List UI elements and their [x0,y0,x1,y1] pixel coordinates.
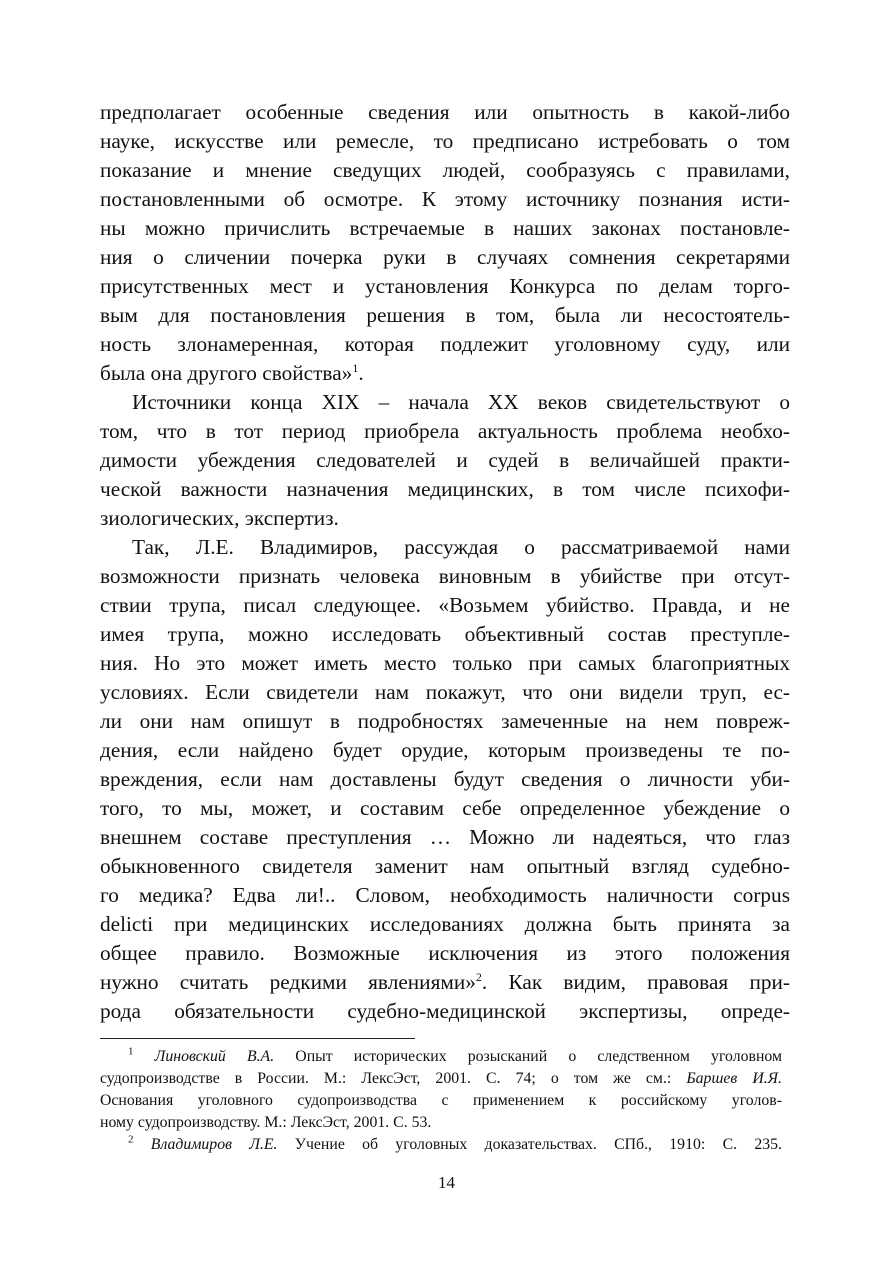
text-line: ческой важности назначения медицинских, в том числе психофи- [100,477,790,501]
text-line: дения, если найдено будет орудие, которым произведены те по- [100,738,790,762]
text-line: ны можно причислить встречаемые в наших законах постановле- [100,216,790,240]
text-line: предполагает особенные сведения или опытность в какой-либо [100,100,790,124]
footnote-1-line [100,1068,782,1090]
paragraph-2 [100,388,790,533]
text-line: внешнем составе преступления … Можно ли надеяться, что глаз [100,825,790,849]
footnote-1-text: судопроизводстве в России. М.: ЛексЭст, 2001. С. 74; о том же см.: [100,1070,687,1087]
text-line: ли они нам опишут в подробностях замеченные на нем повреж- [100,709,790,733]
text-line: го медика? Едва ли!.. Словом, необходимость наличности corpus [100,883,790,907]
footnote-2-number: 2 [128,1134,134,1146]
text-line: обыкновенного свидетеля заменит нам опытный взгляд судебно- [100,854,790,878]
footnote-1-line [100,1046,782,1068]
footnote-1-author-2: Баршев И.Я. [686,1070,782,1087]
text-line: ния. Но это может иметь место только при самых благоприятных [100,651,790,675]
text-line: присутственных мест и установления Конкурса по делам торго- [100,274,790,298]
footnote-ref-1[interactable]: 1 [352,360,359,375]
footnote-2-author: Владимиров Л.Е. [150,1136,278,1153]
text-line: том, что в тот период приобрела актуальность проблема необхо- [100,419,790,443]
text-line: имея трупа, можно исследовать объективный состав преступле- [100,622,790,646]
text-line: рода обязательности судебно-медицинской экспертизы, опреде- [100,999,790,1023]
text-line: Источники конца XIX – начала XX веков свидетельствуют о [132,390,790,414]
text-line: зиологических, экспертиз. [100,506,339,530]
footnote-ref-2[interactable]: 2 [475,969,482,984]
footnote-2-line [100,1134,782,1156]
text-line: ствии трупа, писал следующее. «Возьмем убийство. Правда, и не [100,593,790,617]
text-fragment: нужно считать редкими явлениями» [100,970,476,994]
footnote-1-author: Линовский В.А. [154,1048,275,1065]
text-line: постановленными об осмотре. К этому источнику познания исти- [100,187,790,211]
text-fragment: была она другого свойства» [100,361,353,385]
text-line [100,968,790,997]
text-line: общее правило. Возможные исключения из этого положения [100,941,790,965]
text-line: Так, Л.Е. Владимиров, рассуждая о рассматриваемой нами [132,535,790,559]
text-line: ность злонамеренная, которая подлежит уголовному суду, или [100,332,790,356]
page-number: 14 [438,1173,455,1192]
text-fragment: . [358,361,364,385]
text-line: показание и мнение сведущих людей, сообразуясь с правилами, [100,158,790,182]
text-line: димости убеждения следователей и судей в величайшей практи- [100,448,790,472]
text-line: вым для постановления решения в том, была ли несостоятель- [100,303,790,327]
text-line [100,359,790,388]
footnote-1-text: Опыт исторических розысканий о следственном уголовном [274,1048,782,1065]
footnotes [100,1046,782,1156]
text-line: того, то мы, может, и составим себе определенное убеждение о [100,796,790,820]
text-line: науке, искусстве или ремесле, то предписано истребовать о том [100,129,790,153]
paragraph-3 [100,533,790,1026]
text-line: возможности признать человека виновным в убийстве при отсут- [100,564,790,588]
footnote-1-line: ному судопроизводству. М.: ЛексЭст, 2001. С. 53. [100,1114,432,1131]
footnote-1-number: 1 [128,1046,134,1058]
paragraph-1 [100,98,790,388]
text-fragment: . Как видим, правовая при- [481,970,790,994]
footnote-divider [100,1038,415,1039]
footnote-1-line: Основания уголовного судопроизводства с применением к российскому уголов- [100,1092,782,1109]
footnote-2-text: Учение об уголовных доказательствах. СПб., 1910: С. 235. [277,1136,782,1153]
text-line: условиях. Если свидетели нам покажут, что они видели труп, ес- [100,680,790,704]
text-line: delicti при медицинских исследованиях должна быть принята за [100,912,790,936]
text-line: ния о сличении почерка руки в случаях сомнения секретарями [100,245,790,269]
text-line: вреждения, если нам доставлены будут сведения о личности уби- [100,767,790,791]
